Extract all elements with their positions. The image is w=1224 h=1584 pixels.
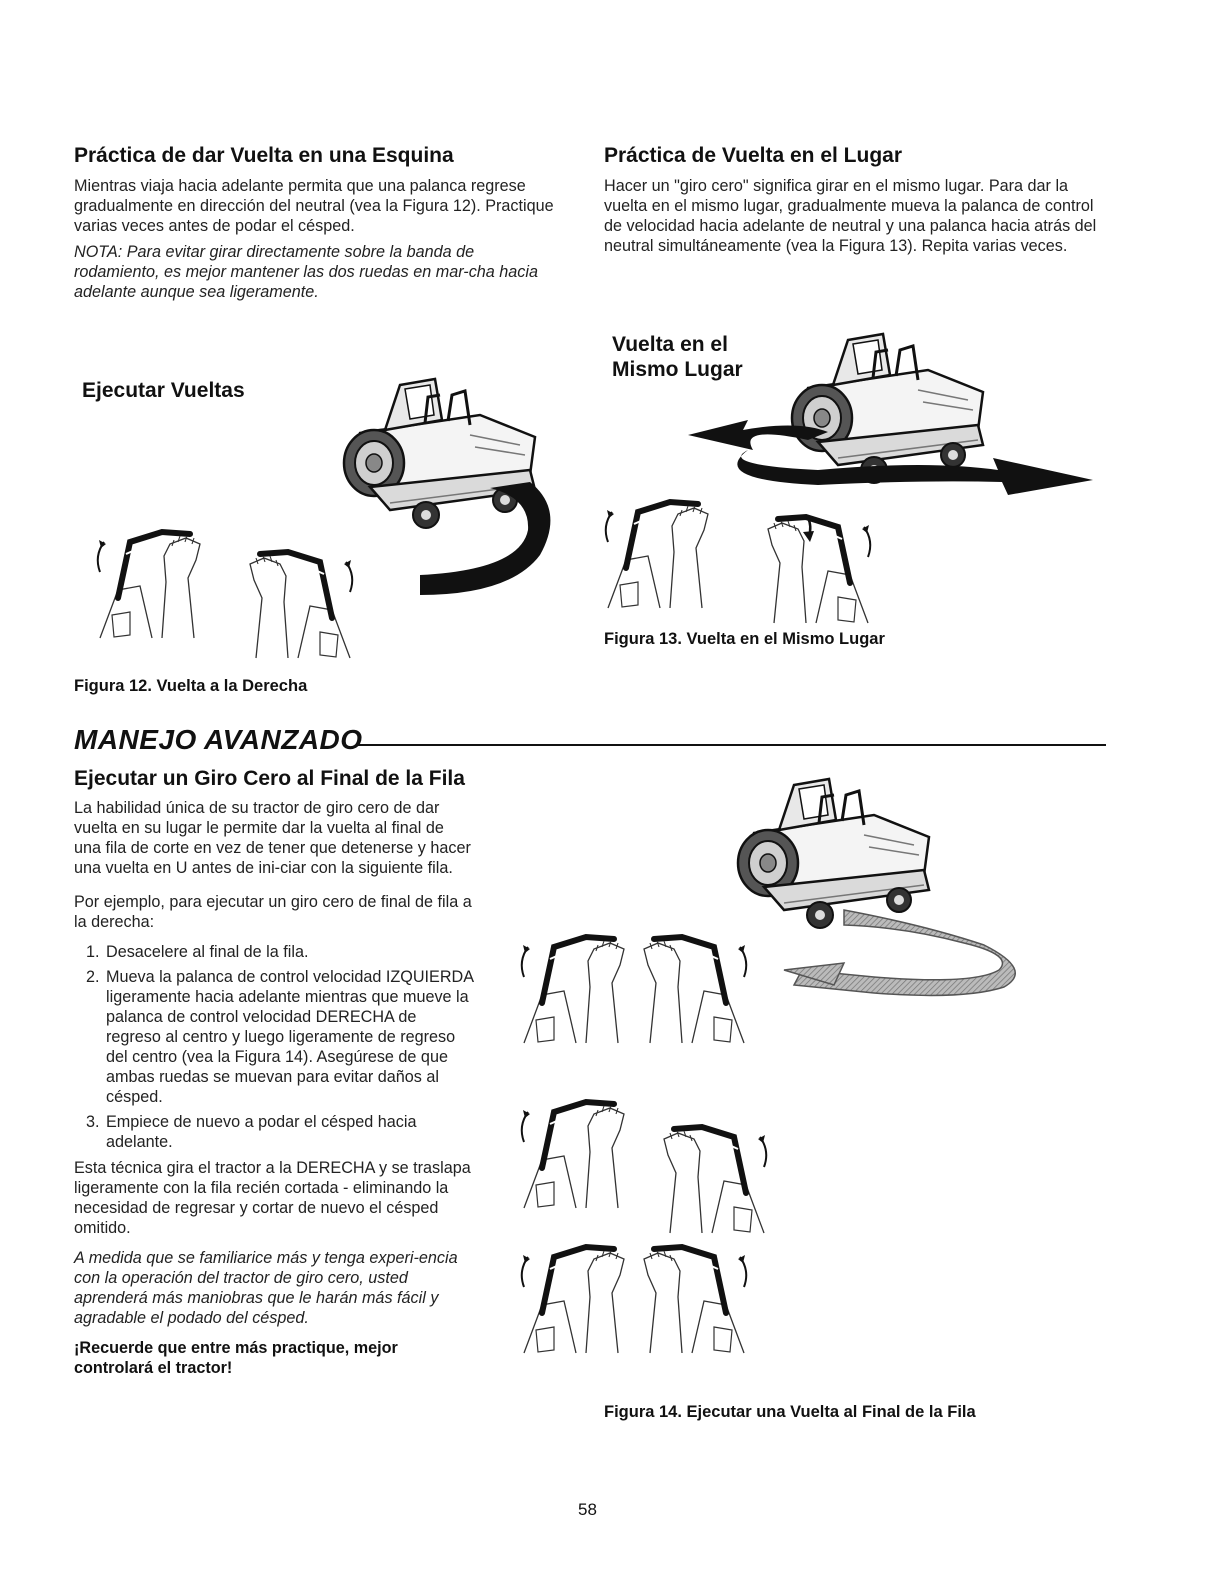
figure-13-label-line1: Vuelta en el [612,333,728,356]
section-title: MANEJO AVANZADO [74,724,363,755]
figure-12-left-handle [98,532,200,638]
figure-12-mower [344,379,535,528]
page-number: 58 [578,1500,597,1519]
end-of-row-closing: ¡Recuerde que entre más practique, mejor controlará el tractor! [74,1339,398,1377]
figure-14-caption: Figura 14. Ejecutar una Vuelta al Final de la Fila [604,1403,976,1421]
section-rule [358,744,1106,746]
corner-turn-paragraph: Mientras viaja hacia adelante permita que una palanca regrese gradualmente en dirección del neutral (vea la Figura 12). Practique varias veces antes de podar el césped. [74,177,554,235]
end-of-row-heading: Ejecutar un Giro Cero al Final de la Fila [74,767,465,790]
step-item: 2. Mueva la palanca de control velocidad IZQUIERDA ligeramente hacia adelante mientras que mueve la palanca de control velocidad DERECHA de regreso al centro y luego ligeramente de regreso del centro (vea la Figura 14). Asegúrese de que ambas ruedas se muevan para evitar daños al césped. [104,967,474,1107]
figure-13-illustration [598,330,1098,620]
figure-13-mower [792,334,983,483]
end-of-row-paragraph-2: Por ejemplo, para ejecutar un giro cero de final de fila a la derecha: [74,893,472,931]
spot-turn-heading: Práctica de Vuelta en el Lugar [604,144,902,167]
end-of-row-paragraph-1: La habilidad única de su tractor de giro cero de dar vuelta en su lugar le permite dar la vuelta al final de una fila de corte en vez de tener que detenerse y hacer una vuelta en U antes de ini-ciar con la siguiente fila. [74,799,471,877]
corner-turn-note: NOTA: Para evitar girar directamente sobre la banda de rodamiento, es mejor mantener las dos ruedas en mar-cha hacia adelante aunque sea ligeramente. [74,243,538,301]
corner-turn-heading: Práctica de dar Vuelta en una Esquina [74,144,454,167]
figure-14-middle-handles [522,1102,767,1233]
figure-14-mower [738,779,929,928]
figure-13-label-line2: Mismo Lugar [612,358,743,381]
figure-13-caption: Figura 13. Vuelta en el Mismo Lugar [604,630,885,648]
figure-13-right-handle [768,517,870,623]
right-top-section [604,144,1114,262]
end-of-row-note: A medida que se familiarice más y tenga experi-encia con la operación del tractor de giro cero, usted aprenderá más maniobras que le harán más fácil y agradable el podado del césped. [74,1249,458,1327]
step-item: 3. Empiece de nuevo a podar el césped hacia adelante. [104,1112,474,1152]
figure-12-illustration [90,370,550,660]
figure-13-left-handle [606,502,708,608]
step-item: 1. Desacelere al final de la fila. [104,942,474,962]
figure-14-top-handles [522,937,747,1043]
advanced-section [74,766,474,1384]
figure-12-label: Ejecutar Vueltas [82,379,245,402]
end-of-row-steps [74,942,474,1152]
figure-14-bottom-handles [522,1247,747,1353]
figure-12-caption: Figura 12. Vuelta a la Derecha [74,677,308,695]
figure-14-illustration [494,775,1064,1375]
figure-12-right-handle [250,552,352,658]
figure-13-swirl-arrow [737,450,1093,495]
left-top-section [74,144,564,308]
end-of-row-paragraph-3: Esta técnica gira el tractor a la DERECHA y se traslapa ligeramente con la fila recién cortada - eliminando la necesidad de regresar y cortar de nuevo el césped omitido. [74,1159,471,1237]
spot-turn-paragraph: Hacer un "giro cero" significa girar en el mismo lugar. Para dar la vuelta en el mismo lugar, gradualmente mueva la palanca de control de velocidad hacia adelante de neutral y una palanca hacia atrás del neutral simultáneamente (vea la Figura 13). Repita varias veces. [604,177,1097,255]
